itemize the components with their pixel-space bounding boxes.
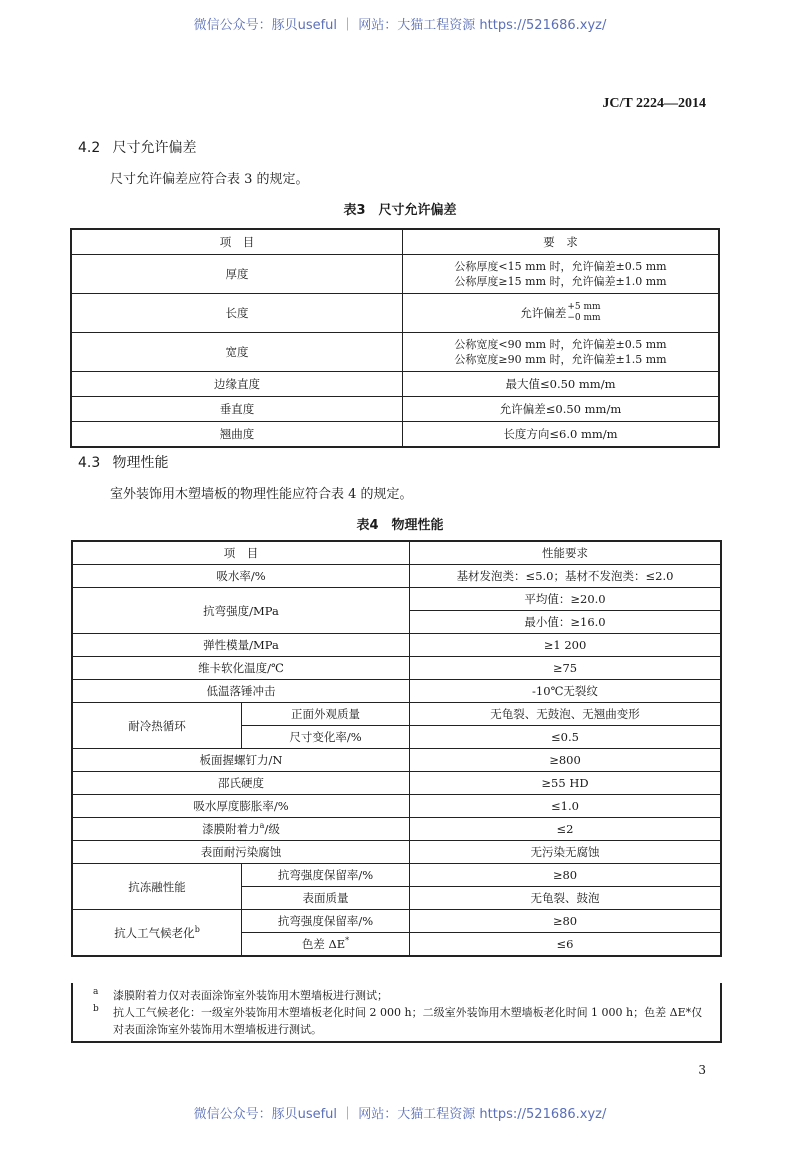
row-item: 板面握螺钉力/N (72, 749, 410, 772)
note-text: 漆膜附着力仅对表面涂饰室外装饰用木塑墙板进行测试； (113, 989, 388, 1002)
table-row (71, 333, 719, 372)
footnote-mark: a (259, 821, 265, 831)
tolerance-prefix: 允许偏差 (520, 306, 567, 320)
group-label (72, 910, 242, 957)
page-number: 3 (698, 1063, 706, 1077)
watermark-bottom: 微信公众号：豚贝useful ｜ 网站：大猫工程资源 https://521686.xyz/ (193, 1107, 607, 1122)
row-subitem: 正面外观质量 (242, 703, 410, 726)
row-item: 维卡软化温度/℃ (72, 657, 410, 680)
section-heading-4-2 (78, 137, 196, 157)
table4-caption: 表4 物理性能 (356, 518, 444, 533)
row-requirement: 允许偏差≤0.50 mm/m (403, 397, 720, 422)
table4-notes (71, 983, 722, 1043)
table-row (72, 864, 721, 887)
row-requirement: 基材发泡类：≤5.0；基材不发泡类：≤2.0 (410, 565, 722, 588)
tolerance-lower: −0 mm (567, 313, 601, 323)
table-row (72, 910, 721, 933)
tolerance (520, 302, 600, 324)
row-item: 边缘直度 (71, 372, 403, 397)
row-requirement: 长度方向≤6.0 mm/m (403, 422, 720, 448)
item-text: 色差 ΔE (301, 937, 346, 951)
row-requirement: ≥80 (410, 864, 722, 887)
row-requirement: 最大值≤0.50 mm/m (403, 372, 720, 397)
header-item: 项 目 (71, 229, 403, 255)
row-item: 翘曲度 (71, 422, 403, 448)
row-item (72, 818, 410, 841)
table-row (72, 657, 721, 680)
row-subitem: 抗弯强度保留率/% (242, 910, 410, 933)
note-text: 抗人工气候老化：一级室外装饰用木塑墙板老化时间 2 000 h；二级室外装饰用木塑墙板老化时间 1 000 h；色差 ΔE*仅对表面涂饰室外装饰用木塑墙板进行测试。 (113, 1006, 703, 1036)
table-row (71, 255, 719, 294)
paragraph-4-3: 室外装饰用木塑墙板的物理性能应符合表 4 的规定。 (110, 487, 413, 502)
row-requirement: ≥80 (410, 910, 722, 933)
row-item: 低温落锤冲击 (72, 680, 410, 703)
row-requirement: 无龟裂、无鼓泡、无翘曲变形 (410, 703, 722, 726)
row-item: 宽度 (71, 333, 403, 372)
row-subitem: 表面质量 (242, 887, 410, 910)
header-requirement: 性能要求 (410, 541, 722, 565)
table-header-row (72, 541, 721, 565)
section-heading-4-3 (78, 452, 168, 472)
requirement-line: 公称厚度<15 mm 时，允许偏差±0.5 mm (454, 260, 667, 273)
table-row (71, 294, 719, 333)
row-subitem: 抗弯强度保留率/% (242, 864, 410, 887)
row-item: 垂直度 (71, 397, 403, 422)
item-suffix: /级 (264, 822, 280, 836)
row-item: 邵氏硬度 (72, 772, 410, 795)
row-item: 弹性模量/MPa (72, 634, 410, 657)
standard-code: JC/T 2224—2014 (602, 96, 706, 111)
row-subitem (242, 933, 410, 957)
table-header-row (71, 229, 719, 255)
row-item: 表面耐污染腐蚀 (72, 841, 410, 864)
row-item: 抗弯强度/MPa (72, 588, 410, 634)
group-text: 抗人工气候老化 (114, 925, 195, 940)
table-row (71, 372, 719, 397)
table-row (72, 680, 721, 703)
table-row (72, 772, 721, 795)
row-item: 吸水率/% (72, 565, 410, 588)
table-row (72, 634, 721, 657)
table-3 (70, 228, 720, 448)
requirement-line: 公称厚度≥15 mm 时，允许偏差±1.0 mm (454, 275, 667, 288)
watermark-top: 微信公众号：豚贝useful ｜ 网站：大猫工程资源 https://521686.xyz/ (193, 18, 607, 33)
tolerance-upper: +5 mm (567, 302, 601, 312)
row-requirement: 无龟裂、鼓泡 (410, 887, 722, 910)
group-label: 耐冷热循环 (72, 703, 242, 749)
header-item: 项 目 (72, 541, 410, 565)
note-mark: a (93, 987, 99, 997)
row-requirement: 无污染无腐蚀 (410, 841, 722, 864)
header-requirement: 要 求 (403, 229, 720, 255)
table-row (72, 795, 721, 818)
table-row (72, 749, 721, 772)
table-row (72, 818, 721, 841)
row-item: 长度 (71, 294, 403, 333)
section-title: 物理性能 (112, 455, 169, 471)
note-a (93, 987, 710, 1004)
row-requirement: ≤6 (410, 933, 722, 957)
paragraph-4-2: 尺寸允许偏差应符合表 3 的规定。 (110, 172, 309, 187)
requirement-line: 公称宽度<90 mm 时，允许偏差±0.5 mm (454, 338, 667, 351)
item-text: 漆膜附着力 (202, 822, 260, 836)
table-row (72, 565, 721, 588)
row-requirement (403, 255, 720, 294)
row-requirement: ≥800 (410, 749, 722, 772)
row-requirement: ≥55 HD (410, 772, 722, 795)
row-requirement: 平均值：≥20.0 (410, 588, 722, 611)
row-requirement: 最小值：≥16.0 (410, 611, 722, 634)
section-title: 尺寸允许偏差 (112, 140, 197, 156)
note-b (93, 1004, 710, 1038)
row-requirement (403, 294, 720, 333)
requirement-line: 公称宽度≥90 mm 时，允许偏差±1.5 mm (454, 353, 667, 366)
table3-caption: 表3 尺寸允许偏差 (343, 203, 457, 218)
row-requirement: -10℃无裂纹 (410, 680, 722, 703)
row-requirement (403, 333, 720, 372)
section-number: 4.3 (78, 455, 101, 471)
row-requirement: ≥75 (410, 657, 722, 680)
row-subitem: 尺寸变化率/% (242, 726, 410, 749)
row-requirement: ≤1.0 (410, 795, 722, 818)
table-row (71, 422, 719, 448)
row-item: 吸水厚度膨胀率/% (72, 795, 410, 818)
section-number: 4.2 (78, 140, 101, 156)
row-requirement: ≤0.5 (410, 726, 722, 749)
table-row (71, 397, 719, 422)
note-mark: b (93, 1004, 99, 1014)
row-requirement: ≤2 (410, 818, 722, 841)
table-row (72, 588, 721, 611)
table-row (72, 703, 721, 726)
row-requirement: ≥1 200 (410, 634, 722, 657)
item-superscript: * (345, 936, 350, 946)
table-row (72, 841, 721, 864)
table-4 (71, 540, 722, 957)
row-item: 厚度 (71, 255, 403, 294)
group-label: 抗冻融性能 (72, 864, 242, 910)
footnote-mark: b (194, 924, 200, 934)
